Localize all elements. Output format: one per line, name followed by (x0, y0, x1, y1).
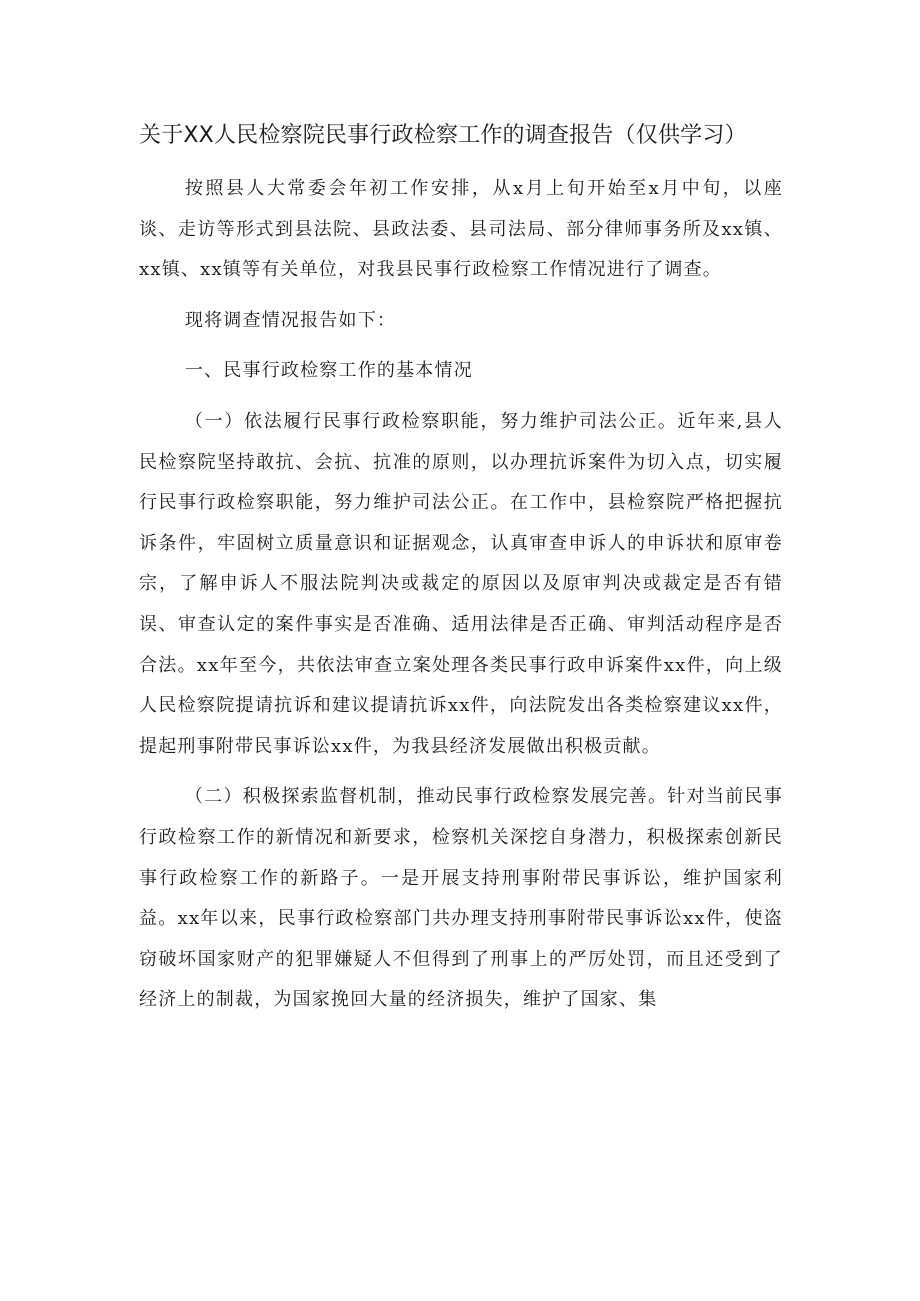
paragraph-section-2: （二）积极探索监督机制，推动民事行政检察发展完善。针对当前民事行政检察工作的新情况和新要求，检察机关深挖自身潜力，积极探索创新民事行政检察工作的新路子。一是开展支持刑事附带民事诉讼，维护国家利益。xx年以来，民事行政检察部门共办理支持刑事附带民事诉讼xx件，使盗窃破坏国家财产的犯罪嫌疑人不但得到了刑事上的严厉处罚，而且还受到了经济上的制裁，为国家挽回大量的经济损失，维护了国家、集 (139, 786, 783, 1011)
section-heading-basic-situation: 一、民事行政检察工作的基本情况 (184, 360, 473, 382)
document-page (139, 118, 783, 1031)
paragraph-section-1: （一）依法履行民事行政检察职能，努力维护司法公正。近年来,县人民检察院坚持敢抗、会抗、抗准的原则，以办理抗诉案件为切入点，切实履行民事行政检察职能，努力维护司法公正。在工作中，县检察院严格把握抗诉条件，牢固树立质量意识和证据观念，认真审查申诉人的申诉状和原审卷宗，了解申诉人不服法院判决或裁定的原因以及原审判决或裁定是否有错误、审查认定的案件事实是否准确、适用法律是否正确、审判活动程序是否合法。xx年至今，共依法审查立案处理各类民事行政申诉案件xx件，向上级人民检察院提请抗诉和建议提请抗诉xx件，向法院发出各类检察建议xx件，提起刑事附带民事诉讼xx件，为我县经济发展做出积极贡献。 (139, 410, 783, 757)
document-title: 关于XX人民检察院民事行政检察工作的调查报告（仅供学习） (139, 123, 747, 148)
paragraph-intro: 按照县人大常委会年初工作安排，从x月上旬开始至x月中旬，以座谈、走访等形式到县法院、县政法委、县司法局、部分律师事务所及xx镇、xx镇、xx镇等有关单位，对我县民事行政检察工作情况进行了调查。 (139, 178, 783, 281)
paragraph-report-lead: 现将调查情况报告如下： (184, 309, 397, 331)
